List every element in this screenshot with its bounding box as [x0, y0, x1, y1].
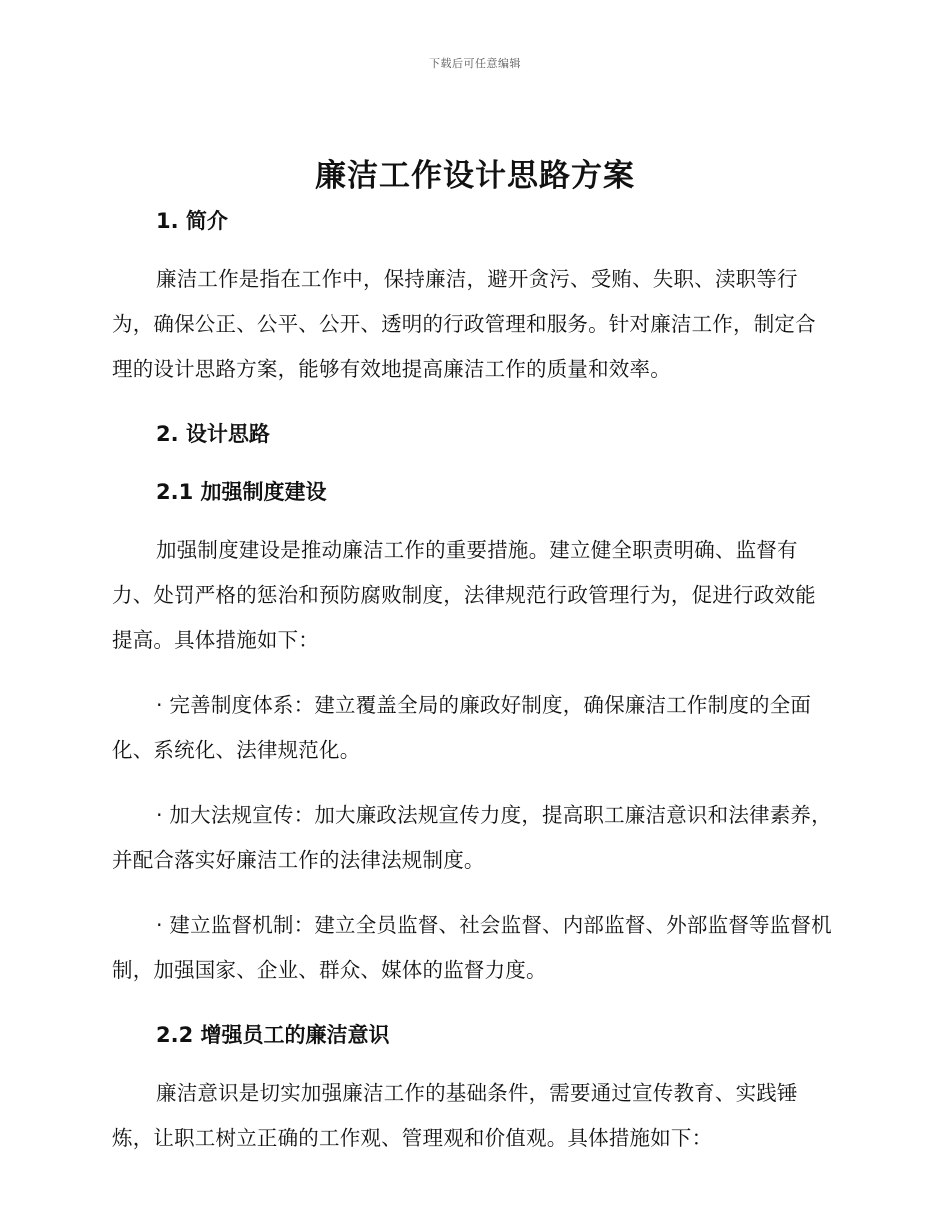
paragraph-2-2: 廉洁意识是切实加强廉洁工作的基础条件，需要通过宣传教育、实践锤炼，让职工树立正确的工作观、管理观和价值观。具体措施如下： — [112, 1081, 798, 1150]
section-heading-2-2: 2.2 增强员工的廉洁意识 — [156, 1023, 390, 1047]
section-heading-intro: 1. 简介 — [156, 209, 228, 233]
bullet-item-publicity: · 加大法规宣传：加大廉政法规宣传力度，提高职工廉洁意识和法律素养，并配合落实好廉洁工作的法律法规制度。 — [112, 803, 832, 872]
paragraph-2-1: 加强制度建设是推动廉洁工作的重要措施。建立健全职责明确、监督有力、处罚严格的惩治和预防腐败制度，法律规范行政管理行为，促进行政效能提高。具体措施如下： — [112, 538, 816, 652]
header-note: 下载后可任意编辑 — [429, 57, 521, 70]
section-heading-design: 2. 设计思路 — [156, 422, 270, 446]
bullet-item-supervision: · 建立监督机制：建立全员监督、社会监督、内部监督、外部监督等监督机制，加强国家、企业、群众、媒体的监督力度。 — [112, 913, 832, 982]
document-body — [112, 205, 834, 1161]
section-heading-2-1: 2.1 加强制度建设 — [156, 480, 327, 504]
bullet-item-system: · 完善制度体系：建立覆盖全局的廉政好制度，确保廉洁工作制度的全面化、系统化、法律规范化。 — [112, 693, 812, 762]
paragraph-intro: 廉洁工作是指在工作中，保持廉洁，避开贪污、受贿、失职、渎职等行为，确保公正、公平、公开、透明的行政管理和服务。针对廉洁工作，制定合理的设计思路方案，能够有效地提高廉洁工作的质量和效率。 — [112, 267, 816, 381]
document-title: 廉洁工作设计思路方案 — [315, 158, 635, 194]
